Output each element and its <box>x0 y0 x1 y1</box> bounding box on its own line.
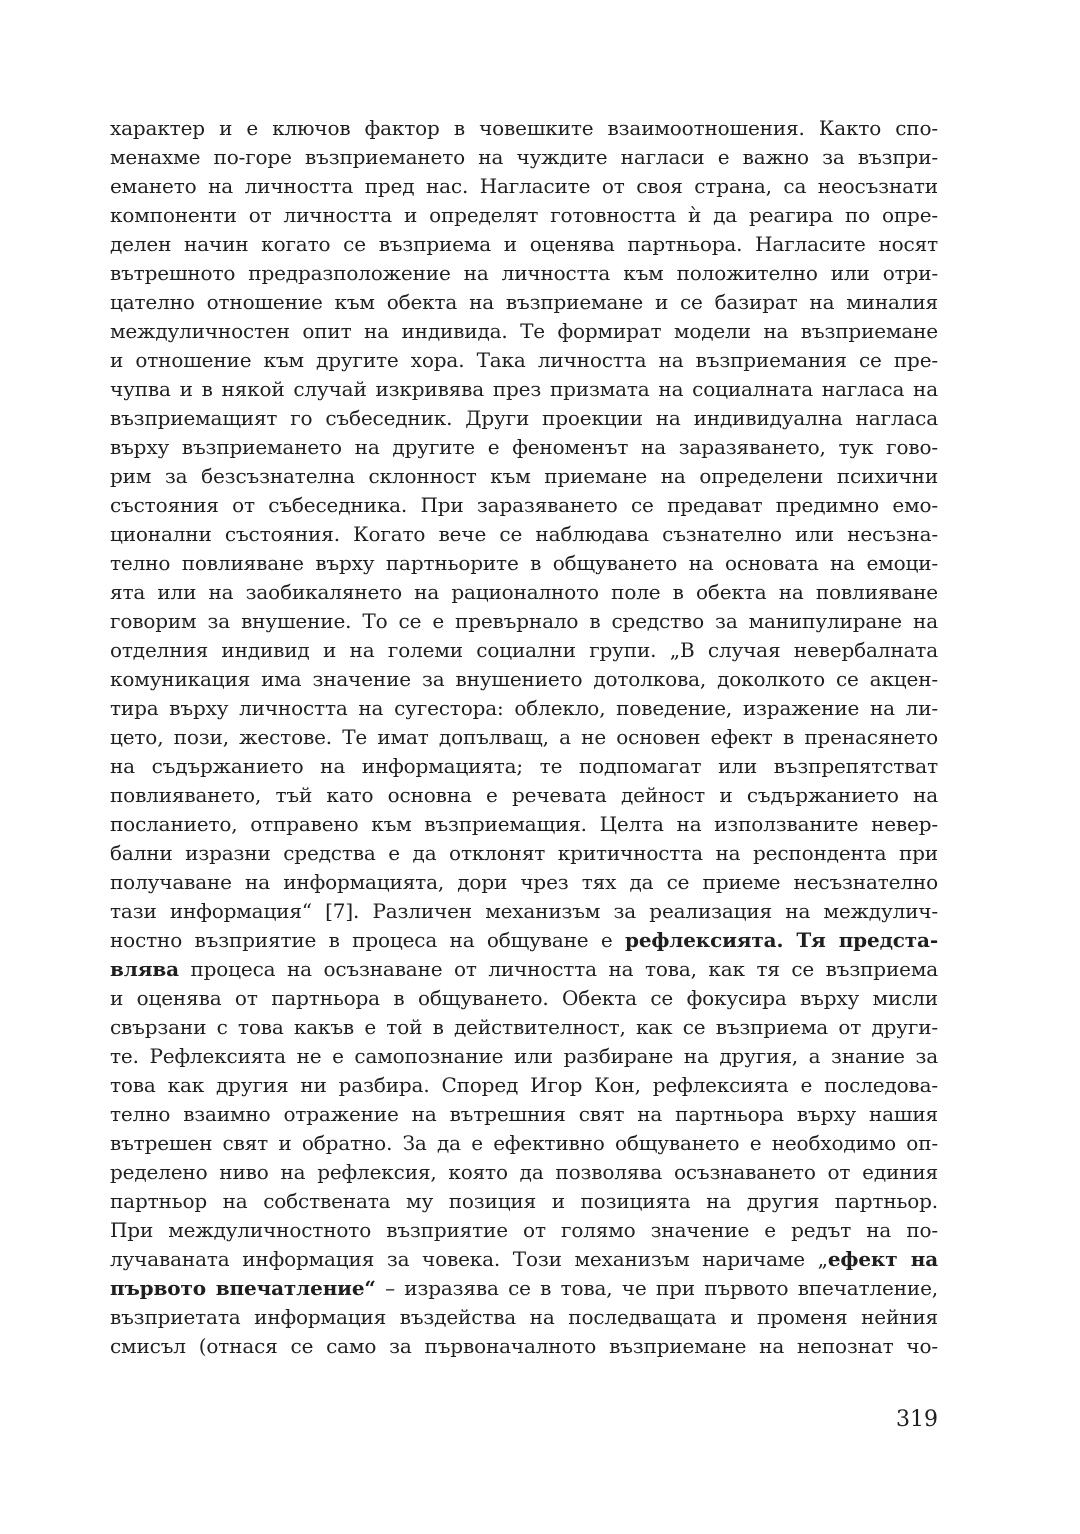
text-segment: свързани с това какъв е той в действителност, как се възприема от други- <box>110 1015 938 1039</box>
text-line <box>110 607 938 636</box>
text-segment: рим за безсъзнателна склонност към приемане на определени психични <box>110 464 938 488</box>
text-line <box>110 578 938 607</box>
text-line <box>110 926 938 955</box>
body-text <box>110 114 938 1361</box>
text-line <box>110 752 938 781</box>
text-segment: емането на личността пред нас. Нагласите от своя страна, са неосъзнати <box>110 174 938 198</box>
text-segment: телно повлияване върху партньорите в общуването на основата на емоци- <box>110 551 938 575</box>
text-segment: комуникация има значение за внушението дотолкова, доколкото се акцен- <box>110 667 938 691</box>
text-segment: на съдържанието на информацията; те подпомагат или възпрепятстват <box>110 754 938 778</box>
text-segment: говорим за внушение. То се е превърнало в средство за манипулиране на <box>110 609 938 633</box>
text-segment: междуличностен опит на индивида. Те формират модели на възприемане <box>110 319 938 343</box>
text-line <box>110 143 938 172</box>
text-segment: и отношение към другите хора. Така личността на възприемания се пре- <box>110 348 938 372</box>
text-segment: – изразява се в това, че при първото впечатление, <box>375 1276 938 1300</box>
text-segment: бални изразни средства е да отклонят критичността на респондента при <box>110 841 938 865</box>
text-segment: те. Рефлексията не е самопознание или разбиране на другия, а знание за <box>110 1044 938 1068</box>
bold-text-segment: влява <box>110 957 179 981</box>
text-line <box>110 375 938 404</box>
text-line <box>110 288 938 317</box>
bold-text-segment: рефлексията. Тя предста- <box>624 928 938 952</box>
text-line <box>110 1274 938 1303</box>
text-segment: телно взаимно отражение на вътрешния свят на партньора върху нашия <box>110 1102 938 1126</box>
text-line <box>110 114 938 143</box>
bold-text-segment: ефект на <box>827 1247 938 1271</box>
text-segment: делен начин когато се възприема и оценява партньора. Нагласите носят <box>110 232 938 256</box>
text-line <box>110 1245 938 1274</box>
text-line <box>110 549 938 578</box>
text-line <box>110 955 938 984</box>
text-line <box>110 694 938 723</box>
text-line <box>110 520 938 549</box>
text-line <box>110 201 938 230</box>
text-segment: ята или на заобикалянето на рационалното поле в обекта на повлияване <box>110 580 938 604</box>
text-segment: ределено ниво на рефлексия, която да позволява осъзнаването от единия <box>110 1160 938 1184</box>
text-line <box>110 897 938 926</box>
text-segment: цето, пози, жестове. Те имат допълващ, а не основен ефект в пренасянето <box>110 725 938 749</box>
text-line <box>110 868 938 897</box>
text-segment: възприемащият го събеседник. Други проекции на индивидуална нагласа <box>110 406 938 430</box>
text-line <box>110 723 938 752</box>
text-segment: процеса на осъзнаване от личността на това, как тя се възприема <box>178 957 938 981</box>
text-line <box>110 1187 938 1216</box>
text-segment: партньор на собствената му позиция и позицията на другия партньор. <box>110 1189 938 1213</box>
text-segment: състояния от събеседника. При заразяването се предават предимно емо- <box>110 493 938 517</box>
text-segment: При междуличностното възприятие от голямо значение е редът на по- <box>110 1218 938 1242</box>
text-segment: възприетата информация въздейства на последващата и променя нейния <box>110 1305 938 1329</box>
text-line <box>110 1013 938 1042</box>
text-line <box>110 1303 938 1332</box>
text-line <box>110 781 938 810</box>
text-line <box>110 259 938 288</box>
text-segment: вътрешен свят и обратно. За да е ефективно общуването е необходимо оп- <box>110 1131 938 1155</box>
text-segment: получаване на информацията, дори чрез тях да се приеме несъзнателно <box>110 870 938 894</box>
text-line <box>110 491 938 520</box>
text-line <box>110 665 938 694</box>
text-line <box>110 1100 938 1129</box>
text-segment: върху възприемането на другите е феноменът на заразяването, тук гово- <box>110 435 938 459</box>
text-line <box>110 839 938 868</box>
text-line <box>110 317 938 346</box>
text-segment: вътрешното предразположение на личността към положително или отри- <box>110 261 938 285</box>
text-line <box>110 1042 938 1071</box>
text-line <box>110 984 938 1013</box>
text-line <box>110 636 938 665</box>
text-segment: менахме по-горе възприемането на чуждите нагласи е важно за възпри- <box>110 145 938 169</box>
text-line <box>110 346 938 375</box>
text-segment: чупва и в някой случай изкривява през призмата на социалната нагласа на <box>110 377 938 401</box>
text-segment: повлияването, тъй като основна е речевата дейност и съдържанието на <box>110 783 938 807</box>
text-line <box>110 462 938 491</box>
text-segment: компоненти от личността и определят готовността ѝ да реагира по опре- <box>110 203 938 227</box>
text-line <box>110 404 938 433</box>
text-segment: отделния индивид и на големи социални групи. „В случая невербалната <box>110 638 938 662</box>
text-segment: смисъл (отнася се само за първоначалното възприемане на непознат чо- <box>110 1334 938 1358</box>
text-segment: ционални състояния. Когато вече се наблюдава съзнателно или несъзна- <box>110 522 938 546</box>
text-segment: и оценява от партньора в общуването. Обекта се фокусира върху мисли <box>110 986 938 1010</box>
text-line <box>110 1216 938 1245</box>
text-line <box>110 810 938 839</box>
text-segment: ностно възприятие в процеса на общуване е <box>110 928 625 952</box>
text-segment: характер и е ключов фактор в човешките взаимоотношения. Както спо- <box>110 116 938 140</box>
text-line <box>110 230 938 259</box>
text-line <box>110 172 938 201</box>
text-segment: това как другия ни разбира. Според Игор Кон, рефлексията е последова- <box>110 1073 938 1097</box>
text-line <box>110 433 938 462</box>
text-segment: тази информация“ [7]. Различен механизъм за реализация на междулич- <box>110 899 938 923</box>
text-segment: посланието, отправено към възприемащия. Целта на използваните невер- <box>110 812 938 836</box>
text-segment: цателно отношение към обекта на възприемане и се базират на миналия <box>110 290 938 314</box>
text-line <box>110 1332 938 1361</box>
text-line <box>110 1071 938 1100</box>
bold-text-segment: първото впечатление“ <box>110 1276 376 1300</box>
text-segment: тира върху личността на сугестора: облекло, поведение, изражение на ли- <box>110 696 938 720</box>
page-number: 319 <box>896 1407 938 1432</box>
text-line <box>110 1129 938 1158</box>
text-line <box>110 1158 938 1187</box>
text-segment: лучаваната информация за човека. Този механизъм наричаме „ <box>110 1247 828 1271</box>
